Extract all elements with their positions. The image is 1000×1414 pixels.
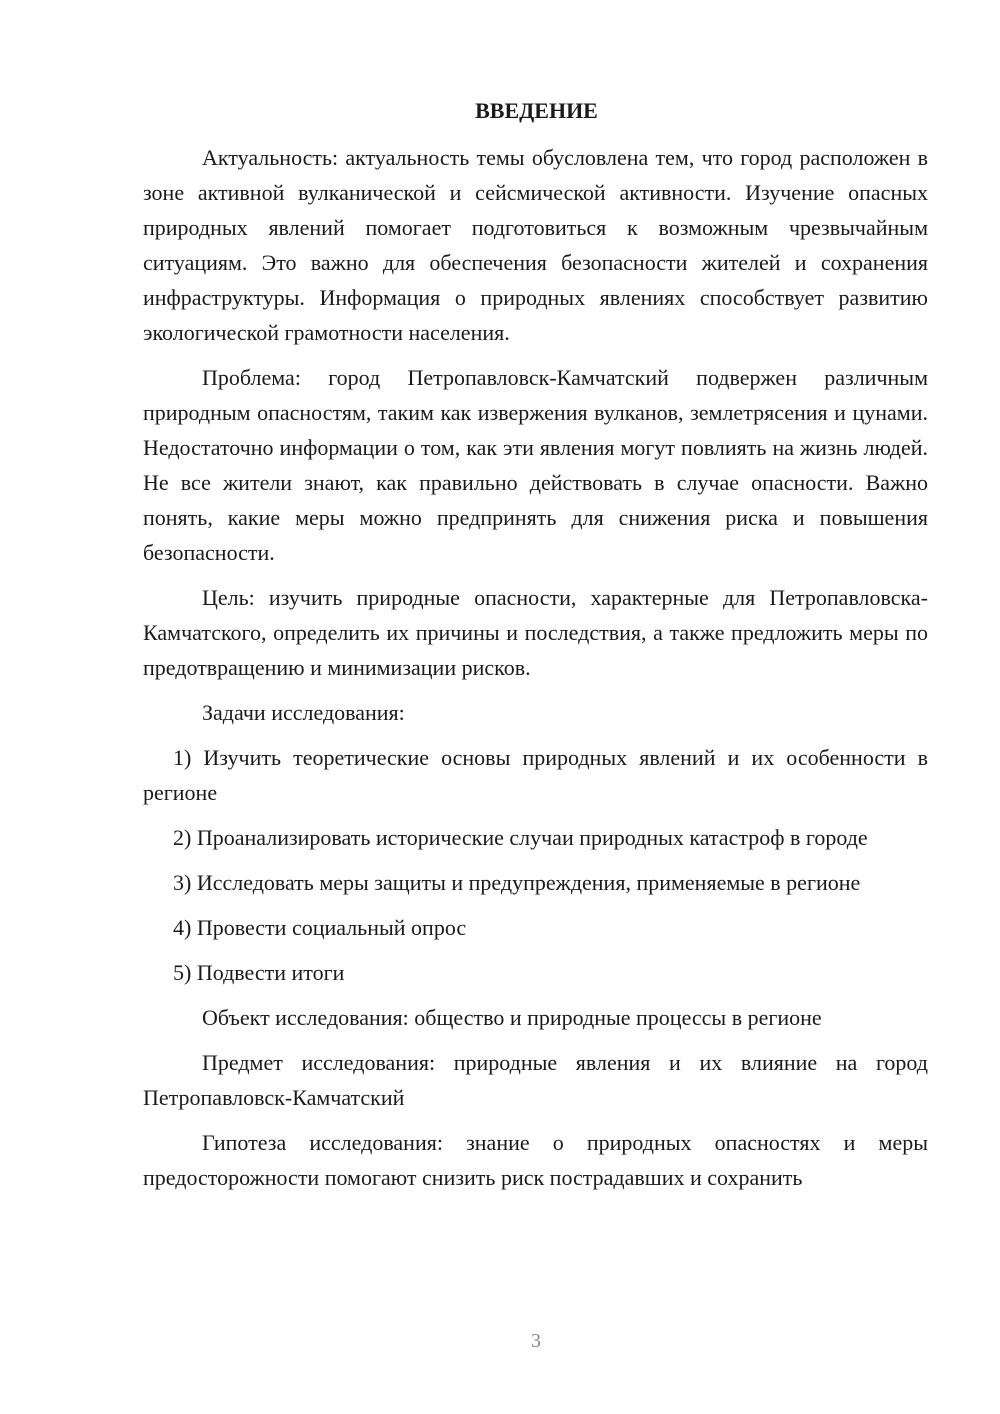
task-item: 4) Провести социальный опрос xyxy=(173,915,467,940)
hypothesis-paragraph: Гипотеза исследования: знание о природных опасностях и меры предосторожности помогают снизить риск пострадавших и сохранить xyxy=(143,1130,928,1190)
goal-paragraph: Цель: изучить природные опасности, характерные для Петропавловска-Камчатского, определить их причины и последствия, а также предложить меры по предотвращению и минимизации рисков. xyxy=(143,585,928,680)
tasks-heading: Задачи исследования: xyxy=(202,700,405,725)
task-item: 5) Подвести итоги xyxy=(173,960,345,985)
problem-paragraph: Проблема: город Петропавловск-Камчатский подвержен различным природным опасностям, таким как извержения вулканов, землетрясения и цунами. Недостаточно информации о том, как эти явления могут повлиять на жизнь людей. Не все жители знают, как правильно действовать в случае опасности. Важно понять, какие меры можно предпринять для снижения риска и повышения безопасности. xyxy=(143,365,928,565)
task-item: 2) Проанализировать исторические случаи природных катастроф в городе xyxy=(173,825,868,850)
relevance-paragraph: Актуальность: актуальность темы обусловлена тем, что город расположен в зоне активной вулканической и сейсмической активности. Изучение опасных природных явлений помогает подготовиться к возможным чрезвычайным ситуациям. Это важно для обеспечения безопасности жителей и сохранения инфраструктуры. Информация о природных явлениях способствует развитию экологической грамотности населения. xyxy=(143,145,928,345)
object-paragraph: Объект исследования: общество и природные процессы в регионе xyxy=(202,1005,822,1030)
subject-paragraph: Предмет исследования: природные явления и их влияние на город Петропавловск-Камчатский xyxy=(143,1050,928,1110)
page-number: 3 xyxy=(531,1330,541,1352)
tasks-list xyxy=(143,740,928,990)
task-item: 1) Изучить теоретические основы природных явлений и их особенности в регионе xyxy=(143,745,928,805)
section-title: ВВЕДЕНИЕ xyxy=(475,98,598,123)
document-page xyxy=(143,96,928,1205)
task-item: 3) Исследовать меры защиты и предупреждения, применяемые в регионе xyxy=(173,870,861,895)
